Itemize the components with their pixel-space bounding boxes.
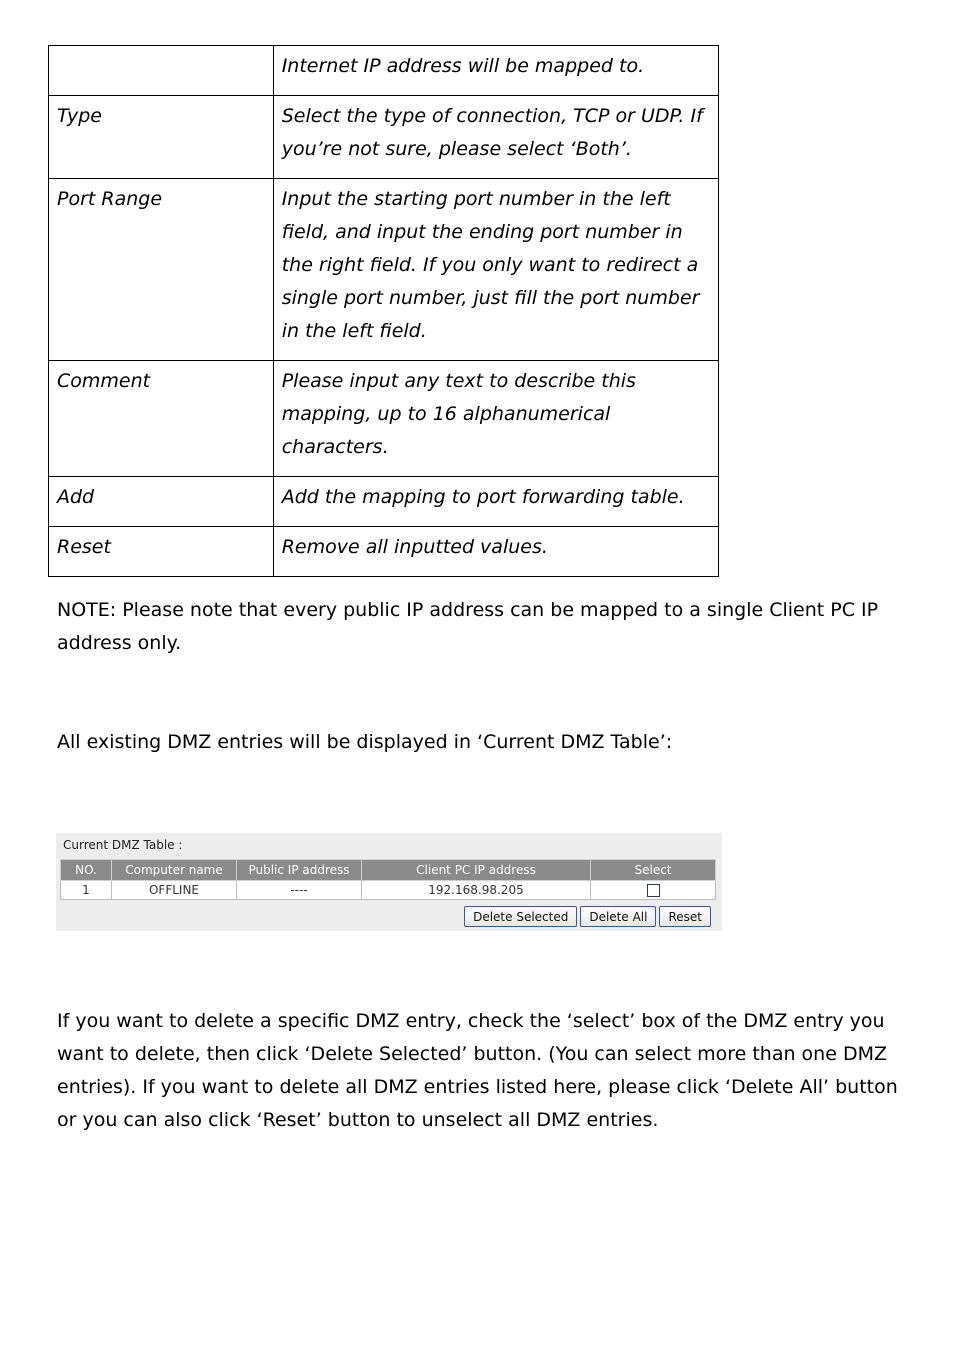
table-row bbox=[49, 96, 719, 179]
table-row bbox=[61, 881, 716, 900]
parameter-description: Remove all inputted values. bbox=[273, 527, 718, 577]
intro-paragraph: All existing DMZ entries will be displayed in ‘Current DMZ Table’: bbox=[57, 731, 673, 753]
cell-client-ip: 192.168.98.205 bbox=[362, 881, 591, 900]
select-checkbox[interactable] bbox=[647, 884, 660, 897]
parameter-name: Reset bbox=[49, 527, 274, 577]
table-row bbox=[49, 46, 719, 96]
current-dmz-table bbox=[60, 859, 716, 900]
parameter-name: Comment bbox=[49, 361, 274, 477]
instructions-paragraph: If you want to delete a specific DMZ entry, check the ‘select’ box of the DMZ entry you want to delete, then click ‘Delete Selected’ button. (You can select more than one DMZ entries). If you want to delete all DMZ entries listed here, please click ‘Delete All’ button or you can also click ‘Reset’ button to unselect all DMZ entries. bbox=[57, 1010, 898, 1131]
header-computer-name: Computer name bbox=[112, 860, 237, 881]
dmz-table-title: Current DMZ Table : bbox=[63, 838, 183, 852]
table-header-row bbox=[61, 860, 716, 881]
table-row bbox=[49, 179, 719, 361]
table-row bbox=[49, 361, 719, 477]
parameter-description: Please input any text to describe this mapping, up to 16 alphanumerical characters. bbox=[273, 361, 718, 477]
parameter-name bbox=[49, 46, 274, 96]
delete-selected-button[interactable]: Delete Selected bbox=[464, 906, 577, 927]
parameter-name: Port Range bbox=[49, 179, 274, 361]
parameter-name: Type bbox=[49, 96, 274, 179]
note-paragraph: NOTE: Please note that every public IP address can be mapped to a single Client PC IP address only. bbox=[57, 599, 879, 654]
parameter-description-table bbox=[48, 45, 719, 577]
parameter-description: Input the starting port number in the left field, and input the ending port number in the right field. If you only want to redirect a single port number, just fill the port number in the left field. bbox=[273, 179, 718, 361]
reset-button[interactable]: Reset bbox=[659, 906, 711, 927]
cell-public-ip: ---- bbox=[237, 881, 362, 900]
parameter-description: Add the mapping to port forwarding table. bbox=[273, 477, 718, 527]
cell-select bbox=[591, 881, 716, 900]
dmz-button-row bbox=[464, 906, 711, 927]
header-select: Select bbox=[591, 860, 716, 881]
delete-all-button[interactable]: Delete All bbox=[580, 906, 656, 927]
cell-computer-name: OFFLINE bbox=[112, 881, 237, 900]
header-public-ip: Public IP address bbox=[237, 860, 362, 881]
table-row bbox=[49, 527, 719, 577]
parameter-description: Select the type of connection, TCP or UDP. If you’re not sure, please select ‘Both’. bbox=[273, 96, 718, 179]
cell-no: 1 bbox=[61, 881, 112, 900]
parameter-name: Add bbox=[49, 477, 274, 527]
parameter-description: Internet IP address will be mapped to. bbox=[273, 46, 718, 96]
header-client-ip: Client PC IP address bbox=[362, 860, 591, 881]
dmz-table-panel bbox=[56, 833, 722, 931]
table-row bbox=[49, 477, 719, 527]
header-no: NO. bbox=[61, 860, 112, 881]
